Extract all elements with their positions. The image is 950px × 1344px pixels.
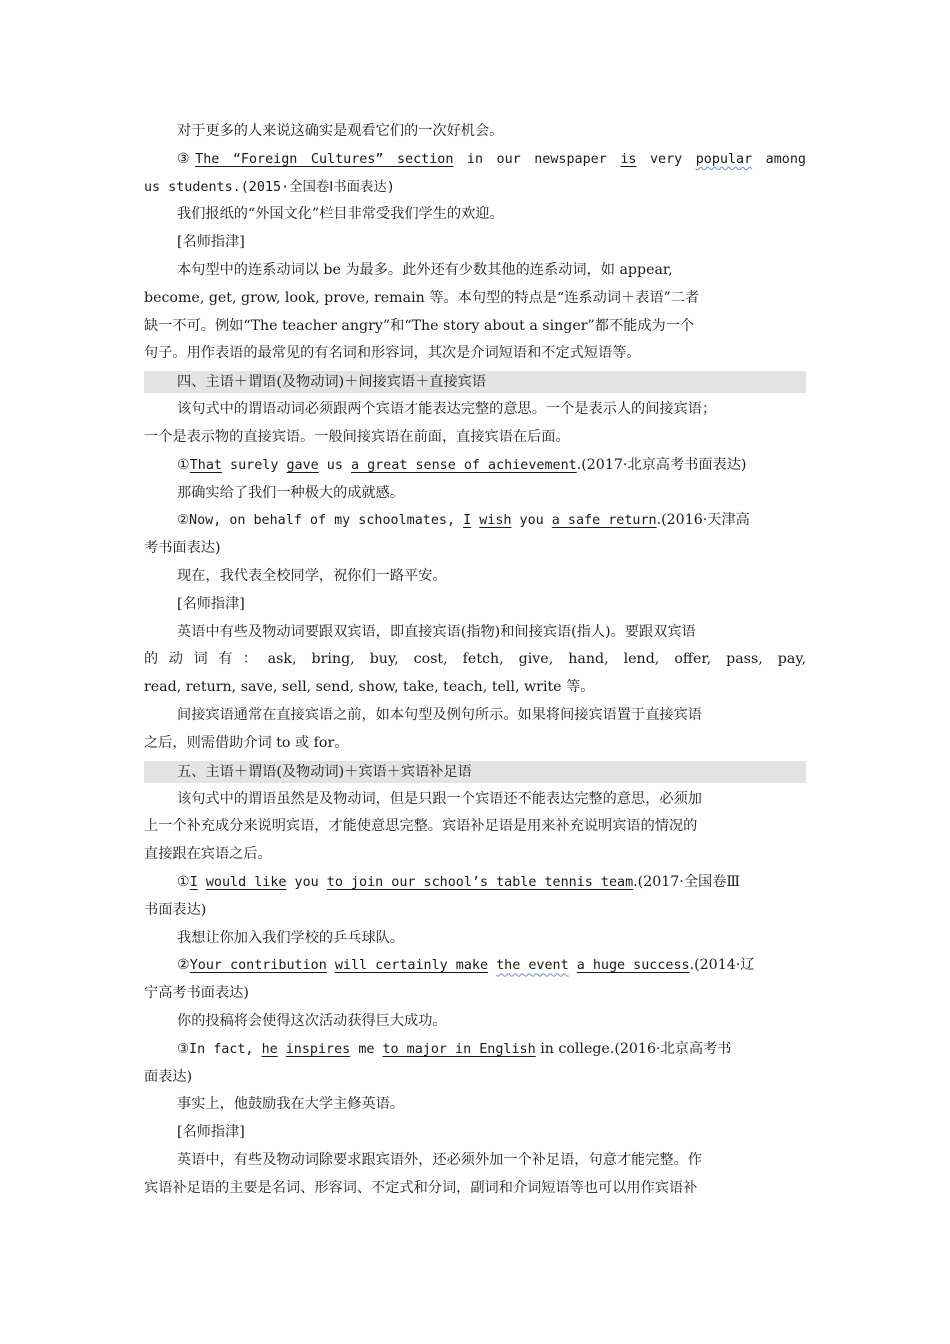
link-verb: is bbox=[620, 151, 637, 167]
tip-line: 英语中有些及物动词要跟双宾语，即直接宾语(指物)和间接宾语(指人)。要跟双宾语 bbox=[177, 623, 696, 640]
predicative: popular bbox=[695, 151, 753, 167]
example-sentence: ③In fact, he inspires me to major in English in college.(2016·北京高考书 bbox=[177, 1040, 732, 1057]
object-complement: a huge success bbox=[576, 958, 690, 974]
object: me bbox=[358, 1041, 375, 1057]
direct-object: a safe return bbox=[551, 513, 657, 529]
example-source: 书面表达) bbox=[144, 901, 207, 918]
verb: would like bbox=[205, 874, 287, 890]
document-page bbox=[144, 118, 806, 1202]
paragraph: 一个是表示物的直接宾语。一般间接宾语在前面，直接宾语在后面。 bbox=[144, 428, 570, 445]
tip-line: 的动词有：ask, bring, buy, cost, fetch, give, hand, lend, offer, pass, pay, bbox=[144, 651, 806, 668]
object-complement: to major in English bbox=[382, 1041, 536, 1057]
example-sentence: ②Your contribution will certainly make the event a huge success.(2014·辽 bbox=[177, 957, 755, 974]
object-complement: to join our school’s table tennis team bbox=[326, 874, 634, 890]
verb: gave bbox=[286, 457, 319, 473]
tip-line: 之后，则需借助介词 to 或 for。 bbox=[144, 734, 349, 751]
verb: inspires bbox=[285, 1041, 351, 1057]
verb: wish bbox=[479, 513, 512, 529]
tip-line: 宾语补足语的主要是名词、形容词、不定式和分词，副词和介词短语等也可以用作宾语补 bbox=[144, 1179, 698, 1196]
subject: I bbox=[463, 513, 472, 529]
example-translation: 事实上，他鼓励我在大学主修英语。 bbox=[177, 1096, 405, 1113]
example-source: us students.(2015·全国卷Ⅰ书面表达) bbox=[144, 179, 395, 195]
example-source: 面表达) bbox=[144, 1068, 193, 1085]
tip-line: 缺一不可。例如“The teacher angry”和“The story about a singer”都不能成为一个 bbox=[144, 317, 695, 334]
example-sentence: ①That surely gave us a great sense of achievement.(2017·北京高考书面表达) bbox=[177, 456, 747, 473]
tip-label: [名师指津] bbox=[177, 234, 245, 251]
paragraph: 上一个补充成分来说明宾语，才能使意思完整。宾语补足语是用来补充说明宾语的情况的 bbox=[144, 818, 698, 835]
paragraph: 该句式中的谓语虽然是及物动词，但是只跟一个宾语还不能表达完整的意思，必须加 bbox=[177, 790, 702, 807]
section-heading: 五、主语＋谓语(及物动词)＋宾语＋宾语补足语 bbox=[144, 761, 806, 783]
tip-line: 句子。用作表语的最常见的有名词和形容词，其次是介词短语和不定式短语等。 bbox=[144, 345, 641, 362]
example-translation: 我想让你加入我们学校的乒乓球队。 bbox=[177, 929, 405, 946]
tip-line: 间接宾语通常在直接宾语之前，如本句型及例句所示。如果将间接宾语置于直接宾语 bbox=[177, 706, 702, 723]
example-translation: 现在，我代表全校同学，祝你们一路平安。 bbox=[177, 567, 447, 584]
tip-line: 本句型中的连系动词以 be 为最多。此外还有少数其他的连系动词，如 appear, bbox=[177, 261, 673, 278]
tip-line: read, return, save, sell, send, show, take, teach, tell, write 等。 bbox=[144, 679, 595, 696]
example-source: 宁高考书面表达) bbox=[144, 985, 249, 1002]
object: the event bbox=[496, 958, 569, 974]
example-sentence: ③The “Foreign Cultures” section in our newspaper is very popular among bbox=[177, 150, 806, 167]
subject: he bbox=[261, 1041, 278, 1057]
tip-label: [名师指津] bbox=[177, 595, 245, 612]
section-heading: 四、主语＋谓语(及物动词)＋间接宾语＋直接宾语 bbox=[144, 371, 806, 393]
paragraph: 对于更多的人来说这确实是观看它们的一次好机会。 bbox=[177, 123, 504, 139]
example-translation: 我们报纸的“外国文化”栏目非常受我们学生的欢迎。 bbox=[177, 206, 504, 223]
direct-object: a great sense of achievement bbox=[350, 457, 577, 473]
subject: That bbox=[189, 457, 222, 473]
verb: will certainly make bbox=[334, 958, 489, 974]
subject: Your contribution bbox=[189, 958, 327, 974]
paragraph: 直接跟在宾语之后。 bbox=[144, 846, 272, 863]
example-sentence: ②Now, on behalf of my schoolmates, I wish you a safe return.(2016·天津高 bbox=[177, 512, 750, 529]
tip-label: [名师指津] bbox=[177, 1124, 245, 1141]
tip-line: 英语中，有些及物动词除要求跟宾语外，还必须外加一个补足语，句意才能完整。作 bbox=[177, 1151, 702, 1168]
paragraph: 该句式中的谓语动词必须跟两个宾语才能表达完整的意思。一个是表示人的间接宾语； bbox=[177, 401, 717, 418]
example-translation: 你的投稿将会使得这次活动获得巨大成功。 bbox=[177, 1012, 447, 1029]
subject: The “Foreign Cultures” section bbox=[195, 151, 454, 167]
tip-line: become, get, grow, look, prove, remain 等。本句型的特点是“连系动词＋表语”二者 bbox=[144, 289, 700, 306]
example-translation: 那确实给了我们一种极大的成就感。 bbox=[177, 484, 405, 501]
example-source: 考书面表达) bbox=[144, 540, 221, 557]
example-sentence: ①I would like you to join our school’s table tennis team.(2017·全国卷Ⅲ bbox=[177, 873, 741, 890]
subject: I bbox=[189, 874, 198, 890]
